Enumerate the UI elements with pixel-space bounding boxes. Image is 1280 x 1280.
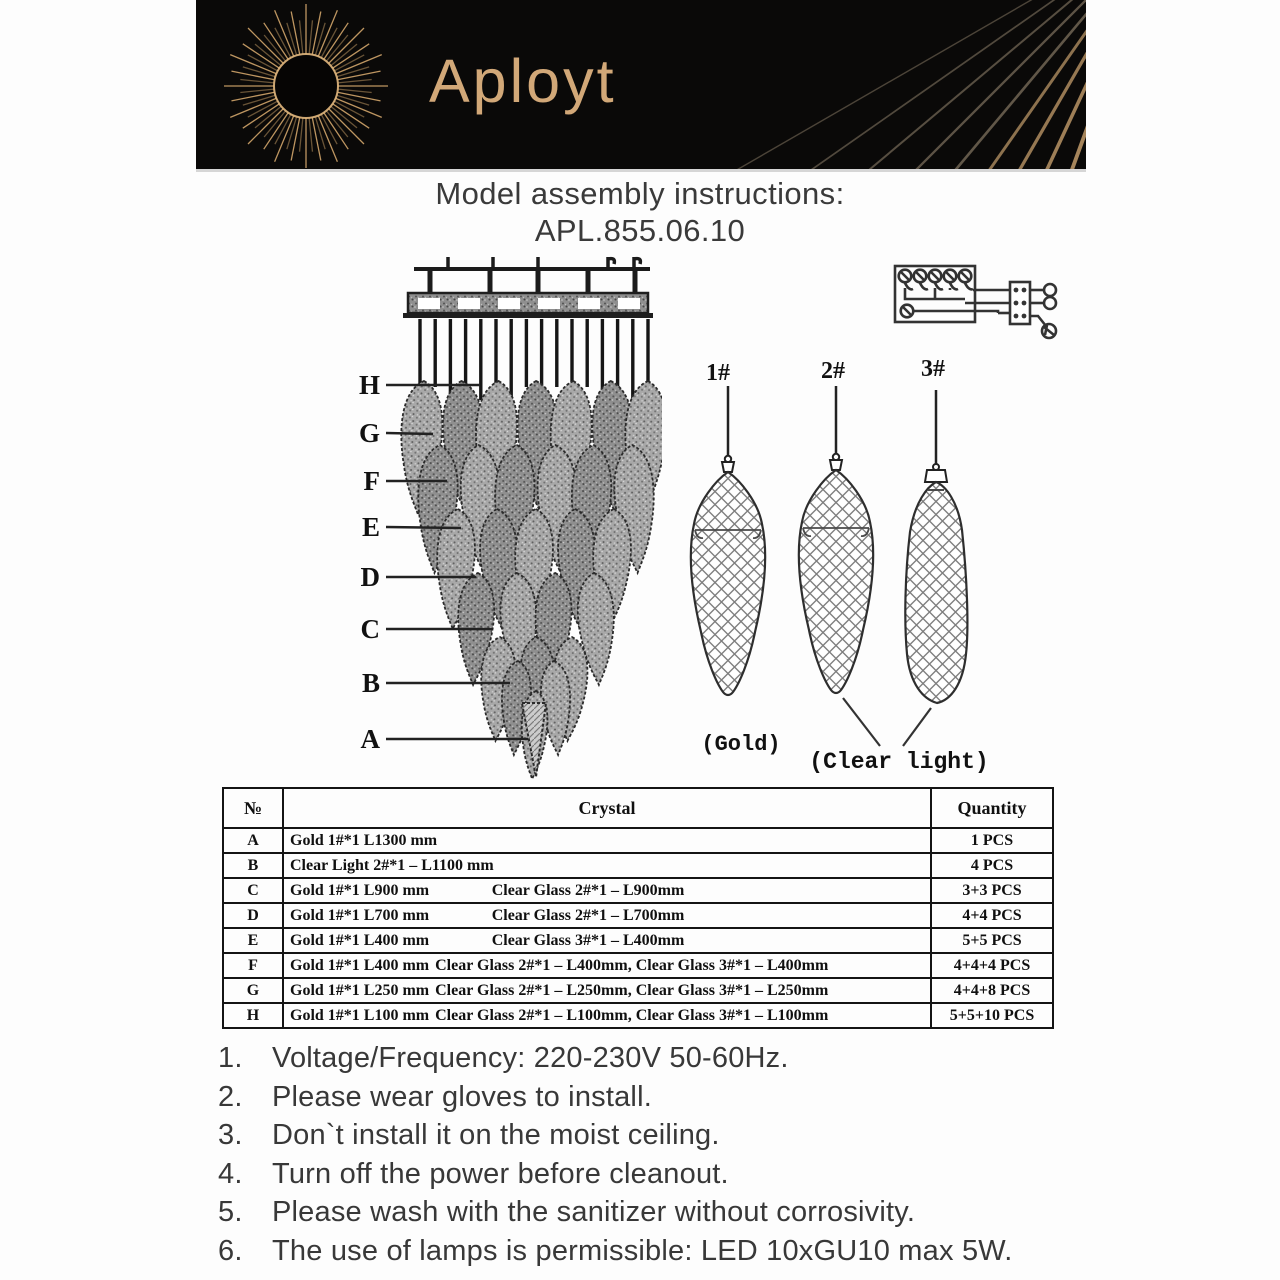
row-letter: E <box>223 928 283 953</box>
banner-decor-rays <box>196 0 1086 169</box>
clear-caption: (Clear light) <box>809 749 989 775</box>
instruction-number: 6. <box>218 1234 243 1267</box>
canopy-mount <box>414 257 650 293</box>
crystal-parts-table <box>222 787 1054 1029</box>
row-crystal-desc <box>283 853 931 878</box>
level-label-a: A <box>360 724 380 754</box>
crystal-part-clear: Clear Glass 2#*1 – L100mm, Clear Glass 3#*1 – L100mm <box>431 1006 829 1024</box>
crystal-part-clear: Clear Glass 2#*1 – L700mm <box>491 906 685 924</box>
table-row <box>223 928 1053 953</box>
level-label-d: D <box>360 562 380 592</box>
crystal-part-gold: Gold 1#*1 L100 mm <box>290 1006 430 1024</box>
title-line2-model-code: APL.855.06.10 <box>534 213 746 248</box>
row-crystal-desc <box>283 953 931 978</box>
page-title <box>0 175 1280 249</box>
row-crystal-desc <box>283 828 931 853</box>
crystal-part-gold: Gold 1#*1 L700 mm <box>290 906 430 924</box>
crystal-part-gold: Gold 1#*1 L400 mm <box>290 931 430 949</box>
header-no: № <box>223 788 283 828</box>
row-quantity: 5+5 PCS <box>931 928 1053 953</box>
level-label-f: F <box>363 466 380 496</box>
row-crystal-desc <box>283 928 931 953</box>
pendant-3-clear <box>905 390 967 703</box>
row-letter: A <box>223 828 283 853</box>
row-quantity: 5+5+10 PCS <box>931 1003 1053 1028</box>
table-row <box>223 1003 1053 1028</box>
pendant-label-1: 1# <box>706 360 730 386</box>
instruction-number: 4. <box>218 1157 243 1190</box>
row-quantity: 4+4+8 PCS <box>931 978 1053 1003</box>
wiring-diagram <box>878 255 1068 350</box>
instruction-item <box>218 1193 1178 1232</box>
row-letter: H <box>223 1003 283 1028</box>
row-quantity: 4 PCS <box>931 853 1053 878</box>
crystal-part-gold: Clear Light 2#*1 – L1100 mm <box>290 856 494 874</box>
row-quantity: 4+4+4 PCS <box>931 953 1053 978</box>
instruction-number: 3. <box>218 1119 243 1152</box>
row-crystal-desc <box>283 903 931 928</box>
instruction-item <box>218 1039 1178 1078</box>
row-letter: G <box>223 978 283 1003</box>
instruction-text: Don`t install it on the moist ceiling. <box>272 1119 720 1152</box>
instruction-item <box>218 1078 1178 1117</box>
crystal-part-clear: Clear Glass 2#*1 – L250mm, Clear Glass 3#*1 – L250mm <box>431 981 829 999</box>
instruction-item <box>218 1155 1178 1194</box>
pendant-2-clear <box>799 386 873 693</box>
crystal-part-gold: Gold 1#*1 L900 mm <box>290 881 430 899</box>
level-label-c: C <box>360 614 380 644</box>
crystal-part-gold: Gold 1#*1 L250 mm <box>290 981 430 999</box>
instruction-list <box>218 1039 1178 1271</box>
instruction-text: Voltage/Frequency: 220-230V 50-60Hz. <box>272 1042 789 1074</box>
pendant-1-gold <box>691 386 765 695</box>
pendant-types-diagram <box>655 340 1005 785</box>
row-quantity: 1 PCS <box>931 828 1053 853</box>
row-letter: D <box>223 903 283 928</box>
table-row <box>223 903 1053 928</box>
table-row <box>223 978 1053 1003</box>
instruction-text: Please wash with the sanitizer without corrosivity. <box>272 1196 916 1229</box>
instruction-text: The use of lamps is permissible: LED 10xGU10 max 5W. <box>272 1234 1013 1267</box>
table-row <box>223 828 1053 853</box>
pendant-label-3: 3# <box>921 356 945 382</box>
canopy-plate <box>403 293 653 318</box>
crystal-part-gold: Gold 1#*1 L400 mm <box>290 956 430 974</box>
title-line1: Model assembly instructions: <box>435 176 845 211</box>
starburst-logo-icon <box>224 4 388 168</box>
table-row <box>223 953 1053 978</box>
gold-rays-decor <box>208 0 1086 169</box>
instruction-number: 2. <box>218 1080 243 1113</box>
table-header-row <box>223 788 1053 828</box>
instruction-item <box>218 1116 1178 1155</box>
level-labels <box>359 370 381 754</box>
brand-banner <box>196 0 1086 172</box>
crystal-part-clear: Clear Glass 2#*1 – L900mm <box>491 881 685 899</box>
caption-leader-lines <box>843 698 931 746</box>
level-label-g: G <box>358 418 380 448</box>
crystal-part-clear: Clear Glass 2#*1 – L400mm, Clear Glass 3#*1 – L400mm <box>431 956 829 974</box>
row-letter: C <box>223 878 283 903</box>
pendant-label-2: 2# <box>821 358 845 384</box>
crystal-part-gold: Gold 1#*1 L1300 mm <box>290 831 438 849</box>
header-quantity: Quantity <box>931 788 1053 828</box>
instruction-number: 1. <box>218 1042 243 1074</box>
row-letter: F <box>223 953 283 978</box>
pendant-labels <box>706 356 945 386</box>
level-label-h: H <box>358 370 380 400</box>
brand-wordmark: Aployt <box>429 47 617 115</box>
table-row <box>223 853 1053 878</box>
level-label-e: E <box>361 512 380 542</box>
instruction-item <box>218 1232 1178 1271</box>
chandelier-diagram <box>330 253 662 780</box>
instruction-text: Please wear gloves to install. <box>272 1080 652 1113</box>
row-crystal-desc <box>283 878 931 903</box>
row-quantity: 4+4 PCS <box>931 903 1053 928</box>
row-quantity: 3+3 PCS <box>931 878 1053 903</box>
row-crystal-desc <box>283 978 931 1003</box>
crystal-part-clear: Clear Glass 3#*1 – L400mm <box>491 931 685 949</box>
table-row <box>223 878 1053 903</box>
row-letter: B <box>223 853 283 878</box>
row-crystal-desc <box>283 1003 931 1028</box>
instruction-text: Turn off the power before cleanout. <box>272 1157 729 1190</box>
instruction-number: 5. <box>218 1196 243 1229</box>
level-label-b: B <box>361 668 380 698</box>
header-crystal: Crystal <box>283 788 931 828</box>
gold-caption: (Gold) <box>701 732 781 757</box>
